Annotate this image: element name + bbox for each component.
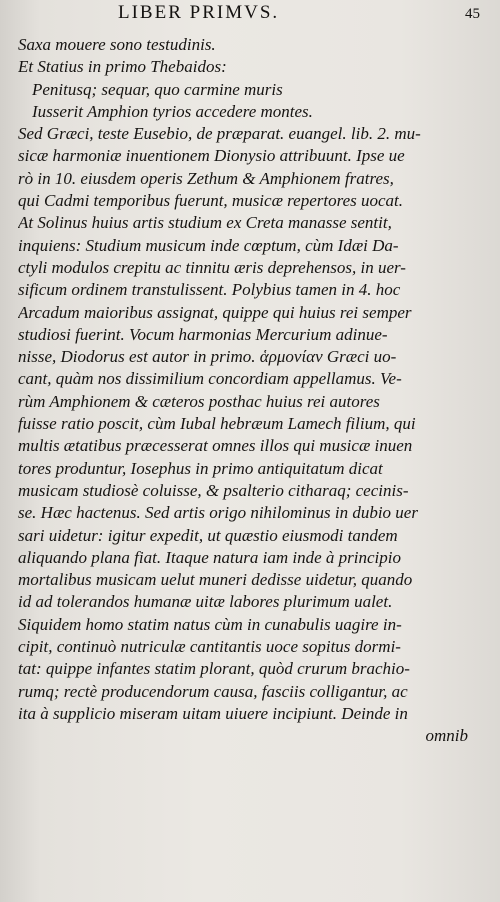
catchword: omnib <box>425 726 468 746</box>
text-line: inquiens: Studium musicum inde cœptum, cùm Idæi Da- <box>18 235 399 255</box>
text-line: mortalibus musicam uelut muneri dedisse uidetur, quando <box>18 570 413 590</box>
text-line: Siquidem homo statim natus cùm in cunabulis uagire in- <box>18 614 402 634</box>
text-line: fuisse ratio poscit, cùm Iubal hebræum Lamech filium, qui <box>18 414 416 434</box>
text-line: rùm Amphionem & cæteros posthac huius rei autores <box>18 391 380 411</box>
page-number: 45 <box>465 6 480 22</box>
text-line: rumq; rectè producendorum causa, fasciis colligantur, ac <box>18 681 408 701</box>
text-line: Sed Græci, teste Eusebio, de præparat. euangel. lib. 2. mu- <box>18 124 421 144</box>
text-line: id ad tolerandos humanæ uitæ labores plurimum ualet. <box>18 592 393 612</box>
text-line: sificum ordinem transtulissent. Polybius tamen in 4. hoc <box>18 280 401 300</box>
text-line: Saxa mouere sono testudinis. <box>18 35 216 54</box>
body-text <box>18 34 480 748</box>
text-line: aliquando plana fiat. Itaque natura iam inde à principio <box>18 547 401 567</box>
text-line: sicæ harmoniæ inuentionem Dionysio attribuunt. Ipse ue <box>18 146 405 166</box>
text-line: multis ætatibus præcesserat omnes illos qui musicæ inuen <box>18 436 413 456</box>
text-line: musicam studiosè coluisse, & psalterio citharaq; cecinis- <box>18 480 409 500</box>
text-line: sari uidetur: igitur expedit, ut quæstio eiusmodi tandem <box>18 525 398 545</box>
text-line: rò in 10. eiusdem operis Zethum & Amphionem fratres, <box>18 168 394 188</box>
text-line: qui Cadmi temporibus fuerunt, musicæ repertores uocat. <box>18 191 403 211</box>
text-line: cipit, continuò nutriculæ cantitantis uoce sopitus dormi- <box>18 637 401 657</box>
text-line: studiosi fuerint. Vocum harmonias Mercurium adinue- <box>18 324 388 344</box>
verse-line: Iusserit Amphion tyrios accedere montes. <box>32 101 313 121</box>
text-line: tores produntur, Iosephus in primo antiquitatum dicat <box>18 458 383 478</box>
text-line: Et Statius in primo Thebaidos: <box>18 57 227 77</box>
verse-line: Penitusq; sequar, quo carmine muris <box>32 79 283 99</box>
text-line: cant, quàm nos dissimilium concordiam appellamus. Ve- <box>18 369 402 389</box>
text-line: Arcadum maioribus assignat, quippe qui huius rei semper <box>18 302 412 322</box>
text-line: nisse, Diodorus est autor in primo. ἁρμονίαν Græci uo- <box>18 347 397 367</box>
text-line: se. Hæc hactenus. Sed artis origo nihilominus in dubio uer <box>18 503 418 523</box>
text-line: At Solinus huius artis studium ex Creta manasse sentit, <box>18 213 392 233</box>
text-line: tat: quippe infantes statim plorant, quòd crurum brachio- <box>18 659 410 679</box>
running-head: LIBER PRIMVS. <box>118 2 280 23</box>
text-line: ctyli modulos crepitu ac tinnitu æris deprehensos, in uer- <box>18 257 406 277</box>
text-line: ita à supplicio miseram uitam uiuere incipiunt. Deinde in <box>18 703 408 723</box>
